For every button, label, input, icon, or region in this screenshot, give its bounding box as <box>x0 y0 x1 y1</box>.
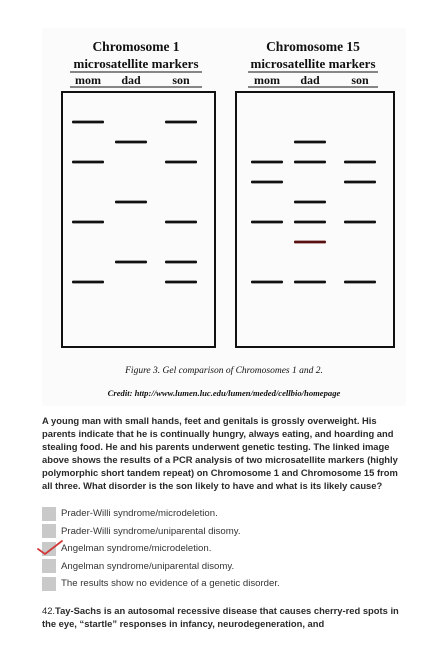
next-question <box>42 604 408 630</box>
gel-band-mom <box>72 161 104 164</box>
gel-band-mom <box>251 221 283 224</box>
gel-band-dad <box>115 261 147 264</box>
gel-band-dad <box>294 241 326 244</box>
gel-band-son <box>344 281 376 284</box>
panel-2-lane-dad: dad <box>300 73 320 87</box>
gel-band-son <box>344 181 376 184</box>
panel-1-subtitle: microsatellite markers <box>73 56 199 71</box>
answer-option-label: Angelman syndrome/microdeletion. <box>61 543 212 555</box>
checkbox[interactable] <box>42 559 56 573</box>
panel-2-lane-son: son <box>351 73 369 87</box>
next-question-text: Tay-Sachs is an autosomal recessive disease that causes cherry-red spots in the eye, “startle” responses in infancy, neurodegeneration, and <box>42 605 399 629</box>
gel-band-mom <box>72 281 104 284</box>
panel-2-lane-mom: mom <box>254 73 280 87</box>
gel-band-son <box>165 281 197 284</box>
gel-band-dad <box>294 201 326 204</box>
checkbox[interactable] <box>42 577 56 591</box>
figure-credit: Credit: http://www.lumen.luc.edu/lumen/meded/cellbio/homepage <box>107 388 341 398</box>
gel-band-son <box>165 121 197 124</box>
answer-option[interactable] <box>42 575 408 593</box>
answer-option-label: Prader-Willi syndrome/microdeletion. <box>61 508 218 520</box>
panel-1-lane-dad: dad <box>121 73 141 87</box>
gel-diagram <box>42 28 406 358</box>
panel-1-lane-mom: mom <box>75 73 101 87</box>
checkbox[interactable] <box>42 524 56 538</box>
panel-2-gel-box <box>236 92 394 347</box>
panel-1-lane-son: son <box>172 73 190 87</box>
panel-2-subtitle: microsatellite markers <box>250 56 376 71</box>
answer-option[interactable] <box>42 558 408 576</box>
gel-band-son <box>165 221 197 224</box>
answer-option-label: The results show no evidence of a genetic disorder. <box>61 578 280 590</box>
gel-band-dad <box>294 281 326 284</box>
gel-band-mom <box>251 161 283 164</box>
gel-band-dad <box>294 221 326 224</box>
answer-option-label: Prader-Willi syndrome/uniparental disomy. <box>61 525 241 537</box>
answer-option[interactable] <box>42 523 408 541</box>
panel-1-title: Chromosome 1 <box>92 39 180 54</box>
checkbox[interactable] <box>42 507 56 521</box>
gel-band-dad <box>294 141 326 144</box>
answer-option[interactable] <box>42 540 408 558</box>
panel-1-gel-box <box>62 92 215 347</box>
question-text: A young man with small hands, feet and genitals is grossly overweight. His parents indicate that he is continually hungry, always eating, and hoarding and stealing food. He and his parents underwent genetic testing. The linked image above shows the results of a PCR analysis of two microsatellite markers (highly polymorphic short tandem repeat) on Chromosome 1 and Chromosome 15 from all three. What disorder is the son likely to have and what is its likely cause? <box>42 415 398 491</box>
gel-band-son <box>165 261 197 264</box>
gel-band-mom <box>251 181 283 184</box>
next-question-number: 42. <box>42 605 56 616</box>
answer-option-label: Angelman syndrome/uniparental disomy. <box>61 560 235 572</box>
figure-caption: Figure 3. Gel comparison of Chromosomes 1 and 2. <box>125 366 323 376</box>
answer-option[interactable] <box>42 505 408 523</box>
gel-band-mom <box>251 281 283 284</box>
gel-band-dad <box>294 161 326 164</box>
gel-figure <box>42 28 406 406</box>
gel-band-mom <box>72 221 104 224</box>
panel-2-title: Chromosome 15 <box>266 39 360 54</box>
gel-band-son <box>344 161 376 164</box>
gel-band-mom <box>72 121 104 124</box>
gel-band-son <box>344 221 376 224</box>
gel-band-son <box>165 161 197 164</box>
gel-band-dad <box>115 141 147 144</box>
gel-band-dad <box>115 201 147 204</box>
answer-options <box>42 505 408 593</box>
gel-bands <box>72 121 376 284</box>
checkmark-icon <box>36 538 64 558</box>
